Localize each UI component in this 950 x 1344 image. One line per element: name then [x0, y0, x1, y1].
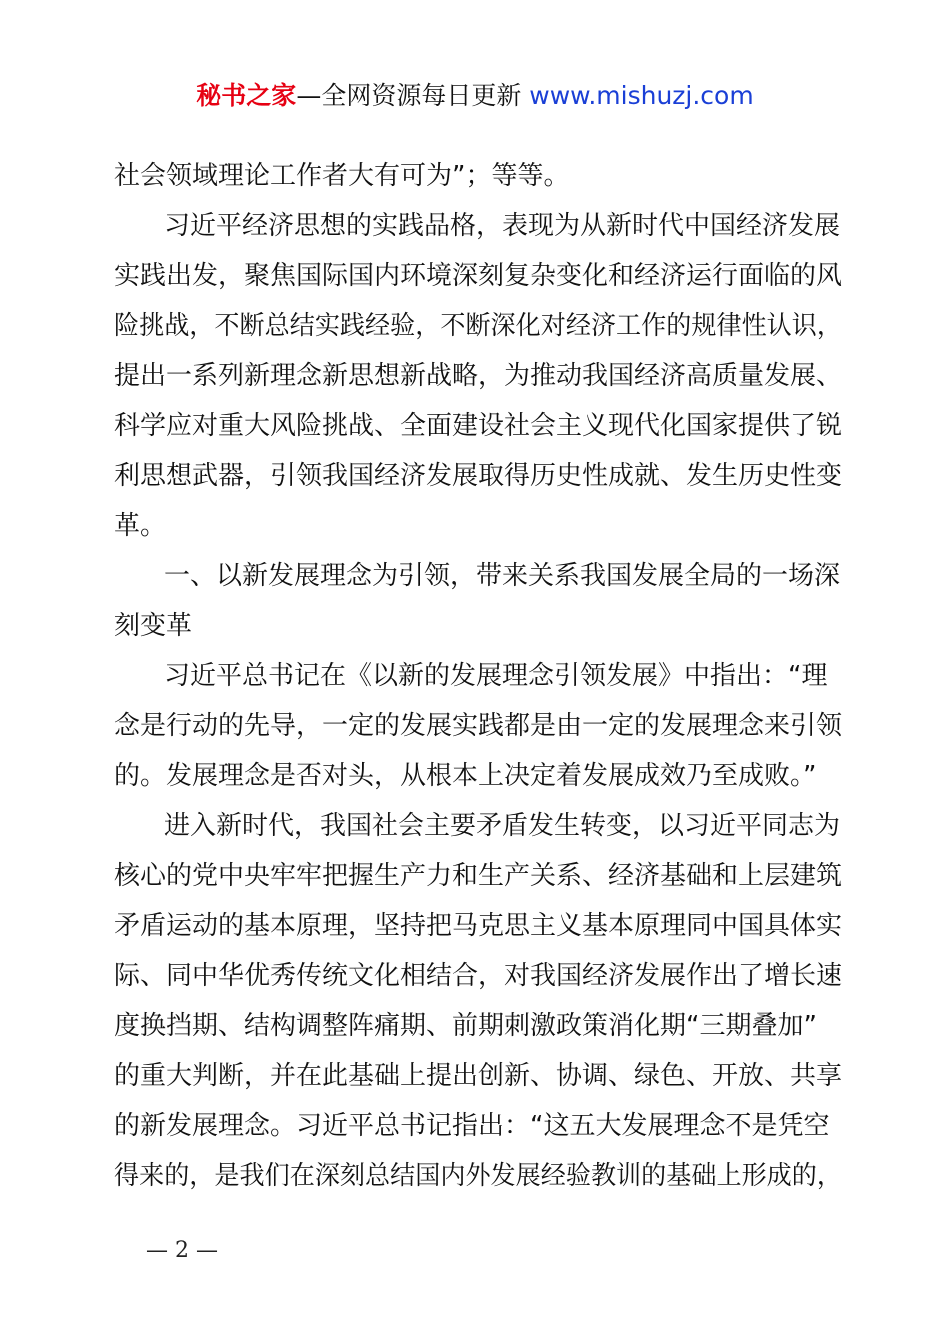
- text-line: 革。: [114, 511, 167, 541]
- section-heading-line: 刻变革: [114, 611, 193, 641]
- text-line: 实践出发，聚焦国际国内环境深刻复杂变化和经济运行面临的风: [114, 261, 843, 291]
- text-line: 际、同中华优秀传统文化相结合，对我国经济发展作出了增长速: [114, 961, 843, 991]
- site-banner: [0, 78, 950, 114]
- text-line: 险挑战，不断总结实践经验，不断深化对经济工作的规律性认识，: [114, 311, 843, 341]
- text-line: 念是行动的先导，一定的发展实践都是由一定的发展理念来引领: [114, 711, 843, 741]
- text-line: 社会领域理论工作者大有可为”；等等。: [114, 161, 570, 191]
- text-line: 的。发展理念是否对头，从根本上决定着发展成效乃至成败。”: [114, 761, 817, 791]
- text-line: 的新发展理念。习近平总书记指出：“这五大发展理念不是凭空: [114, 1111, 830, 1141]
- text-line: 习近平经济思想的实践品格，表现为从新时代中国经济发展: [164, 211, 841, 241]
- text-line: 科学应对重大风险挑战、全面建设社会主义现代化国家提供了锐: [114, 411, 843, 441]
- text-line: 矛盾运动的基本原理，坚持把马克思主义基本原理同中国具体实: [114, 911, 843, 941]
- text-line: 的重大判断，并在此基础上提出创新、协调、绿色、开放、共享: [114, 1061, 843, 1091]
- site-url-link[interactable]: www.mishuzj.com: [529, 81, 754, 110]
- text-line: 进入新时代，我国社会主要矛盾发生转变，以习近平同志为: [164, 811, 841, 841]
- text-line: 利思想武器，引领我国经济发展取得历史性成就、发生历史性变: [114, 461, 843, 491]
- section-heading-line: 一、以新发展理念为引领，带来关系我国发展全局的一场深: [164, 561, 841, 591]
- banner-tagline: —全网资源每日更新: [296, 81, 522, 110]
- text-line: 习近平总书记在《以新的发展理念引领发展》中指出：“理: [164, 661, 828, 691]
- page-number: — 2 —: [146, 1238, 218, 1263]
- brand-name: 秘书之家: [196, 81, 297, 110]
- text-line: 得来的，是我们在深刻总结国内外发展经验教训的基础上形成的，: [114, 1161, 843, 1191]
- text-line: 提出一系列新理念新思想新战略，为推动我国经济高质量发展、: [114, 361, 843, 391]
- text-line: 度换挡期、结构调整阵痛期、前期刺激政策消化期“三期叠加”: [114, 1011, 817, 1041]
- text-line: 核心的党中央牢牢把握生产力和生产关系、经济基础和上层建筑: [114, 861, 843, 891]
